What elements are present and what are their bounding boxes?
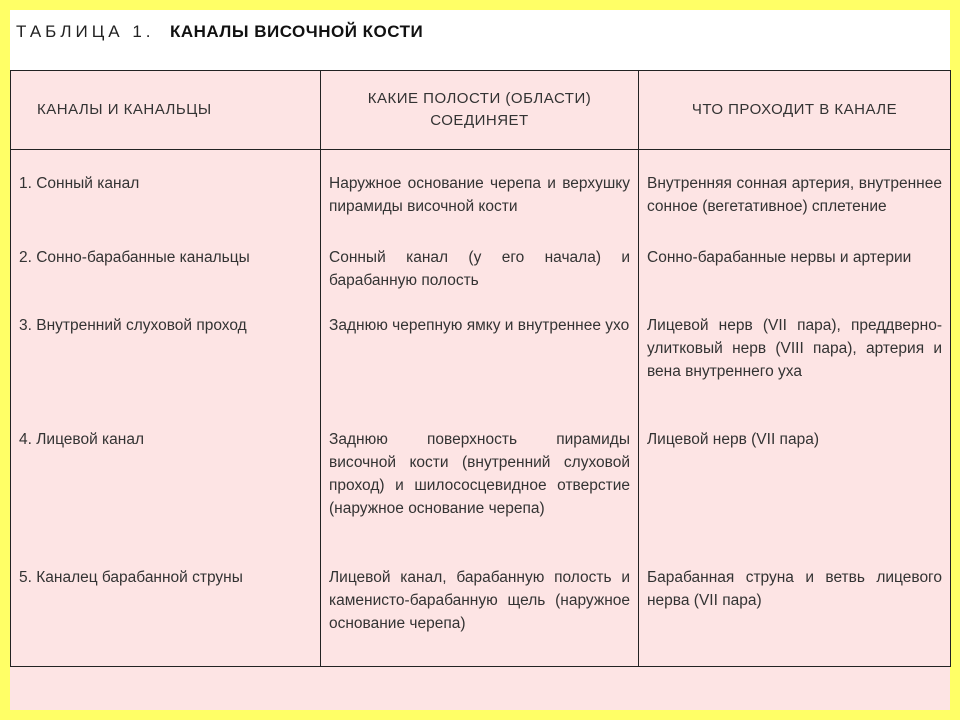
cell-contents: Барабанная струна и ветвь лицевого нерва (VII пара)	[639, 562, 951, 667]
cell-contents: Лицевой нерв (VII пара)	[639, 424, 951, 562]
cell-canal: 3. Внутренний слуховой проход	[11, 310, 321, 424]
table-row	[11, 424, 951, 562]
cell-canal: 1. Сонный канал	[11, 150, 321, 243]
table-container	[10, 70, 950, 710]
title-bar	[10, 10, 950, 68]
column-header-canals: КАНАЛЫ И КАНАЛЬЦЫ	[11, 71, 321, 150]
cell-connects: Лицевой канал, барабанную полость и каменисто-барабанную щель (наружное основание черепа)	[321, 562, 639, 667]
column-header-contents: ЧТО ПРОХОДИТ В КАНАЛЕ	[639, 71, 951, 150]
column-header-connects: КАКИЕ ПОЛОСТИ (ОБЛАСТИ) СОЕДИНЯЕТ	[321, 71, 639, 150]
slide-sheet	[10, 10, 950, 710]
table-title: КАНАЛЫ ВИСОЧНОЙ КОСТИ	[170, 22, 424, 41]
cell-contents: Сонно-барабанные нервы и артерии	[639, 242, 951, 310]
table-row	[11, 310, 951, 424]
cell-connects: Заднюю черепную ямку и внутреннее ухо	[321, 310, 639, 424]
table-row	[11, 150, 951, 243]
cell-canal: 2. Сонно-барабанные канальцы	[11, 242, 321, 310]
canals-table	[10, 70, 951, 667]
cell-contents: Лицевой нерв (VII пара), преддверно-улитковый нерв (VIII пара), артерия и вена внутреннего уха	[639, 310, 951, 424]
table-number: ТАБЛИЦА 1.	[16, 22, 155, 41]
cell-connects: Наружное основание черепа и верхушку пирамиды височной кости	[321, 150, 639, 243]
cell-contents: Внутренняя сонная артерия, внутреннее сонное (вегетативное) сплетение	[639, 150, 951, 243]
table-header-row	[11, 71, 951, 150]
cell-connects: Сонный канал (у его начала) и барабанную полость	[321, 242, 639, 310]
cell-canal: 4. Лицевой канал	[11, 424, 321, 562]
cell-canal: 5. Каналец барабанной струны	[11, 562, 321, 667]
table-row	[11, 242, 951, 310]
cell-connects: Заднюю поверхность пирамиды височной кости (внутренний слуховой проход) и шилососцевидное отверстие (наружное основание черепа)	[321, 424, 639, 562]
table-row	[11, 562, 951, 667]
